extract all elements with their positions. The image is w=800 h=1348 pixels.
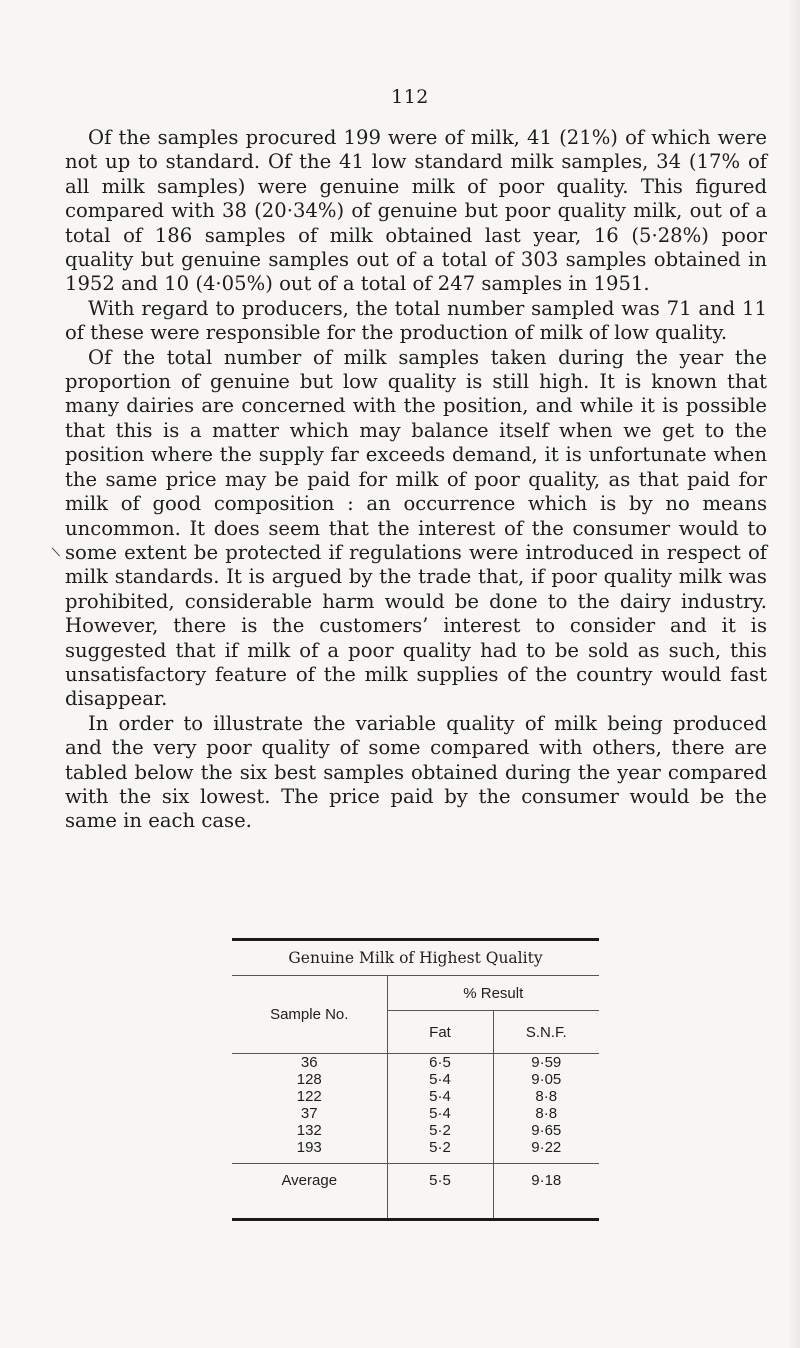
table-bottom-rule — [232, 1218, 599, 1221]
header-snf: S.N.F. — [493, 1011, 599, 1054]
cell-fat: 5·2 — [387, 1122, 493, 1139]
header-sample-no: Sample No. — [232, 976, 387, 1054]
average-row — [232, 1164, 599, 1219]
cell-snf: 9·65 — [531, 1122, 562, 1139]
page-edge-shadow — [788, 0, 800, 1348]
cell-fat: 5·4 — [387, 1105, 493, 1122]
cell-sample: 36 — [232, 1054, 387, 1072]
body-text — [65, 126, 767, 834]
cell-fat: 5·4 — [387, 1088, 493, 1105]
cell-snf: 9·59 — [493, 1054, 599, 1072]
paragraph-2: With regard to producers, the total number sampled was 71 and 11 of these were responsible for the production of milk of low quality. — [65, 296, 767, 345]
table-row — [232, 1122, 599, 1139]
paragraph-4: In order to illustrate the variable quality of milk being produced and the very poor quality of some compared with others, there are tabled below the six best samples obtained during the year compared with the six lowest. The price paid by the consumer would be the same in each case. — [65, 711, 767, 833]
cell-sample: 37 — [232, 1105, 387, 1122]
cell-fat: 5·4 — [387, 1071, 493, 1088]
cell-sample: 193 — [232, 1139, 387, 1164]
cell-snf: 9·05 — [531, 1071, 562, 1088]
header-fat: Fat — [387, 1011, 493, 1054]
table-top-rule — [232, 938, 599, 941]
page-number: 112 — [391, 86, 429, 108]
paragraph-1: Of the samples procured 199 were of milk, 41 (21%) of which were not up to standard. Of the 41 low standard milk samples, 34 (17% of all milk samples) were genuine milk of poor quality. This figured compared with 38 (20·34%) of genuine but poor quality milk, out of a total of 186 samples of milk obtained last year, 16 (5·28%) poor quality but genuine samples out of a total of 303 samples obtained in 1952 and 10 (4·05%) out of a total of 247 samples in 1951. — [65, 126, 767, 296]
table-row — [232, 1139, 599, 1164]
table-row — [232, 1054, 599, 1072]
cell-sample: 128 — [232, 1071, 387, 1088]
cell-sample: 122 — [232, 1088, 387, 1105]
stray-mark: \ — [51, 544, 62, 561]
average-snf: 9·18 — [493, 1164, 599, 1219]
cell-snf: 9·22 — [531, 1139, 562, 1156]
paragraph-3: Of the total number of milk samples taken during the year the proportion of genuine but low quality is still high. It is known that many dairies are concerned with the position, and while it is possible that this is a matter which may balance itself when we get to the position where the supply far exceeds demand, it is unfortunate when the same price may be paid for milk of poor quality, as that paid for milk of good composition : an occurrence which is by no means uncommon. It does seem that the interest of the consumer would to some extent be protected if regulations were introduced in respect of milk standards. It is argued by the trade that, if poor quality milk was prohibited, considerable harm would be done to the dairy industry. However, there is the customers’ interest to consider and it is suggested that if milk of a poor quality had to be sold as such, this unsatisfactory feature of the milk supplies of the country would fast disappear. — [65, 345, 767, 711]
table-caption: Genuine Milk of Highest Quality — [288, 949, 543, 967]
cell-snf: 8·8 — [535, 1105, 558, 1122]
average-label: Average — [232, 1164, 387, 1219]
results-table — [232, 975, 599, 1218]
table-row — [232, 1105, 599, 1122]
table-row — [232, 1071, 599, 1088]
table-row — [232, 1088, 599, 1105]
cell-sample: 132 — [232, 1122, 387, 1139]
cell-fat: 6·5 — [387, 1054, 493, 1072]
cell-snf: 8·8 — [535, 1088, 558, 1105]
header-result-group: % Result — [387, 976, 599, 1011]
average-fat: 5·5 — [387, 1164, 493, 1219]
milk-quality-table — [232, 938, 599, 1221]
cell-fat: 5·2 — [387, 1139, 493, 1164]
header-row-1 — [232, 976, 599, 1011]
